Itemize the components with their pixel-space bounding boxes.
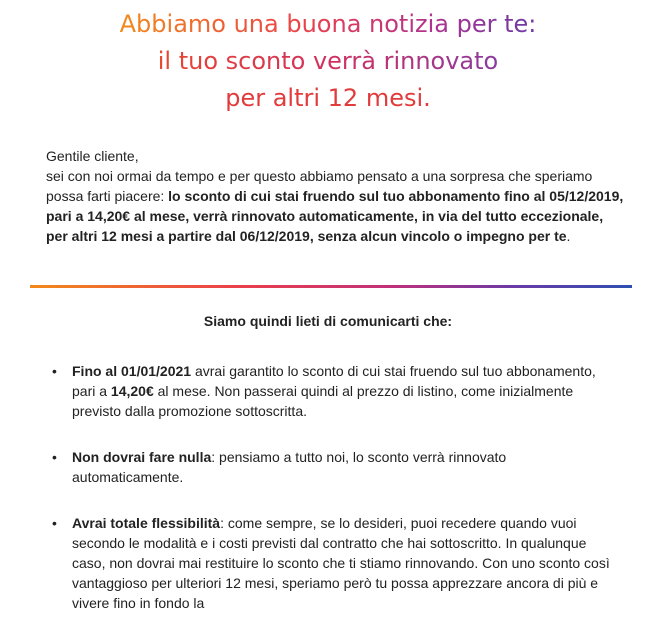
bullet-bold: Non dovrai fare nulla: [72, 449, 212, 465]
bullet-text: : come sempre, se lo desideri, puoi recedere quando vuoi secondo le modalità e i costi previsti dal contratto che hai sottoscritto. In qualunque caso, non dovrai mai restituire lo sconto che ti stiamo rinnovando. Con uno sconto così vantaggioso per ulteriori 12 mesi, speriamo però tu possa apprezzare ancora di più e vivere fino in fondo la: [72, 515, 610, 611]
benefits-list: [50, 361, 610, 639]
bullet-bold: Fino al 01/01/2021: [72, 363, 192, 379]
bullet-text-end: al mese. Non passerai quindi al prezzo di listino, come inizialmente previsto dalla promozione sottoscritta.: [72, 383, 574, 419]
section-subtitle: Siamo quindi lieti di comunicarti che:: [203, 313, 453, 329]
headline-line-1: Abbiamo una buona notizia per te:: [120, 6, 537, 43]
headline: [0, 6, 656, 117]
headline-line-2: il tuo sconto verrà rinnovato: [158, 43, 498, 80]
gradient-divider: [30, 285, 632, 288]
headline-line-3: per altri 12 mesi.: [225, 84, 431, 112]
bullet-bold-price: 14,20€: [110, 383, 154, 399]
bullet-dot-icon: •: [52, 363, 57, 379]
list-item: [50, 447, 610, 487]
greeting: Gentile cliente,: [46, 148, 139, 164]
list-item: [50, 361, 610, 421]
bullet-bold: Avrai totale flessibilità: [72, 515, 221, 531]
intro-bold-text: lo sconto di cui stai fruendo sul tuo abbonamento fino al 05/12/2019, pari a 14,20€ al mese, verrà rinnovato automaticamente, in via del tutto eccezionale, per altri 12 mesi a partire dal 06/12/2019, senza alcun vincolo o impegno per te: [46, 188, 624, 244]
intro-end: .: [566, 228, 571, 244]
intro-paragraph: [46, 146, 626, 246]
bullet-text: avrai garantito lo sconto di cui stai fruendo sul tuo abbonamento, pari a: [72, 363, 596, 399]
bullet-dot-icon: •: [52, 515, 57, 531]
intro-body: [46, 166, 626, 246]
intro-text: sei con noi ormai da tempo e per questo abbiamo pensato a una sorpresa che speriamo possa farti piacere:: [46, 168, 593, 204]
bullet-dot-icon: •: [52, 449, 57, 465]
bullet-text: : pensiamo a tutto noi, lo sconto verrà rinnovato automaticamente.: [72, 449, 507, 485]
list-item: [50, 513, 610, 613]
